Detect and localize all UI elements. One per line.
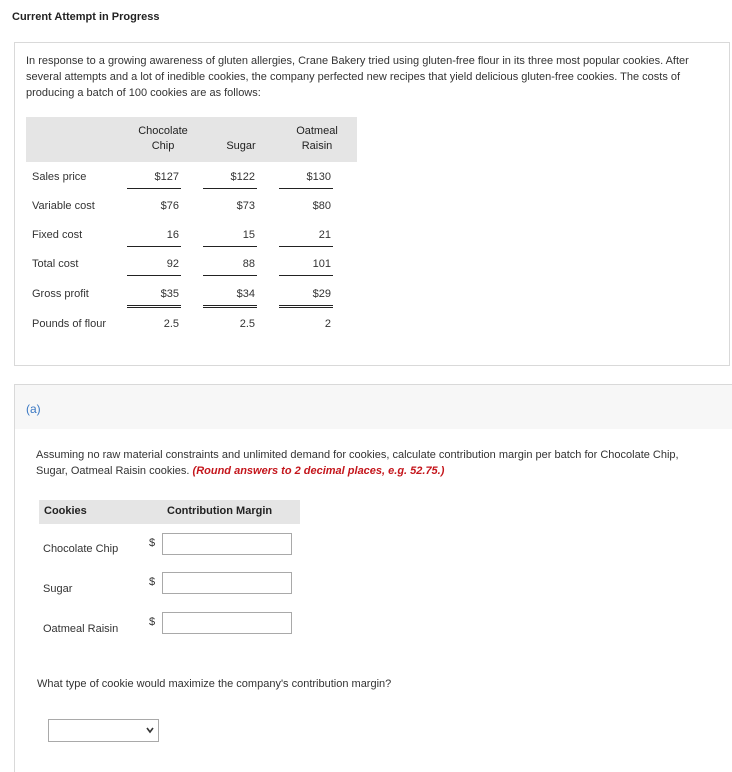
double-underline: [279, 305, 333, 306]
cm-input-chocolate-chip[interactable]: [162, 533, 292, 555]
rounding-hint: (Round answers to 2 decimal places, e.g. 52.75.): [192, 465, 445, 477]
cell-pounds-of-flour-chocolate-chip: 2.5: [163, 318, 179, 330]
cm-row-label-sugar: Sugar: [43, 583, 73, 595]
cookie-type-select[interactable]: [48, 719, 159, 742]
row-label-fixed-cost: Fixed cost: [32, 229, 83, 241]
double-underline: [127, 307, 181, 308]
underline: [127, 275, 181, 276]
row-label-gross-profit: Gross profit: [32, 288, 89, 300]
page-title: Current Attempt in Progress: [12, 11, 160, 23]
currency-symbol: $: [149, 576, 156, 588]
double-underline: [279, 307, 333, 308]
part-a-label: (a): [26, 402, 41, 416]
cell-gross-profit-chocolate-chip: $35: [160, 288, 179, 300]
column-header-sugar: Sugar: [226, 140, 256, 152]
currency-symbol: $: [149, 537, 156, 549]
cm-row-label-chocolate-chip: Chocolate Chip: [43, 543, 119, 555]
cm-header-contribution-margin: Contribution Margin: [167, 505, 273, 517]
column-header-oatmeal-raisin: Oatmeal Raisin: [296, 125, 338, 152]
underline: [279, 275, 333, 276]
problem-card: [14, 42, 730, 366]
row-label-total-cost: Total cost: [32, 258, 79, 270]
underline: [203, 246, 257, 247]
cell-total-cost-chocolate-chip: 92: [166, 258, 179, 270]
underline: [127, 246, 181, 247]
cell-fixed-cost-chocolate-chip: 16: [166, 229, 179, 241]
cm-input-oatmeal-raisin[interactable]: [162, 612, 292, 634]
underline: [203, 188, 257, 189]
cell-gross-profit-sugar: $34: [236, 288, 255, 300]
cell-sales-price-chocolate-chip: $127: [154, 171, 179, 183]
cell-fixed-cost-oatmeal-raisin: 21: [318, 229, 331, 241]
part-a-header-band: [15, 385, 732, 429]
underline: [279, 188, 333, 189]
underline: [203, 275, 257, 276]
row-label-variable-cost: Variable cost: [32, 200, 95, 212]
double-underline: [127, 305, 181, 306]
column-header-chocolate-chip: Chocolate Chip: [138, 125, 188, 152]
cell-total-cost-oatmeal-raisin: 101: [312, 258, 331, 270]
cm-table-header: [39, 500, 300, 524]
cell-sales-price-sugar: $122: [230, 171, 255, 183]
cell-fixed-cost-sugar: 15: [242, 229, 255, 241]
cm-header-cookies: Cookies: [44, 505, 87, 517]
part-a-question-2: What type of cookie would maximize the company's contribution margin?: [37, 678, 392, 690]
part-a-question: Assuming no raw material constraints and unlimited demand for cookies, calculate contribution margin per batch for Chocolate Chip, Sugar, Oatmeal Raisin cookies. (Round answers to 2 decimal places, e.g. 52.75.): [36, 449, 679, 477]
cell-gross-profit-oatmeal-raisin: $29: [312, 288, 331, 300]
row-label-sales-price: Sales price: [32, 171, 87, 183]
currency-symbol: $: [149, 616, 156, 628]
problem-intro: In response to a growing awareness of gluten allergies, Crane Bakery tried using gluten-free flour in its three most popular cookies. After several attempts and a lot of inedible cookies, the company perfected new recipes that yield delicious gluten-free cookies. The costs of producing a batch of 100 cookies are as follows:: [26, 55, 689, 99]
cell-total-cost-sugar: 88: [242, 258, 255, 270]
part-a-section: [14, 384, 732, 772]
cm-row-label-oatmeal-raisin: Oatmeal Raisin: [43, 623, 119, 635]
cell-pounds-of-flour-sugar: 2.5: [239, 318, 255, 330]
cm-input-sugar[interactable]: [162, 572, 292, 594]
double-underline: [203, 307, 257, 308]
underline: [127, 188, 181, 189]
cell-pounds-of-flour-oatmeal-raisin: 2: [324, 318, 331, 330]
cell-variable-cost-oatmeal-raisin: $80: [312, 200, 331, 212]
cell-sales-price-oatmeal-raisin: $130: [306, 171, 331, 183]
cell-variable-cost-chocolate-chip: $76: [160, 200, 179, 212]
chevron-down-icon: [146, 723, 154, 740]
underline: [279, 246, 333, 247]
double-underline: [203, 305, 257, 306]
cell-variable-cost-sugar: $73: [236, 200, 255, 212]
row-label-pounds-of-flour: Pounds of flour: [32, 318, 106, 330]
